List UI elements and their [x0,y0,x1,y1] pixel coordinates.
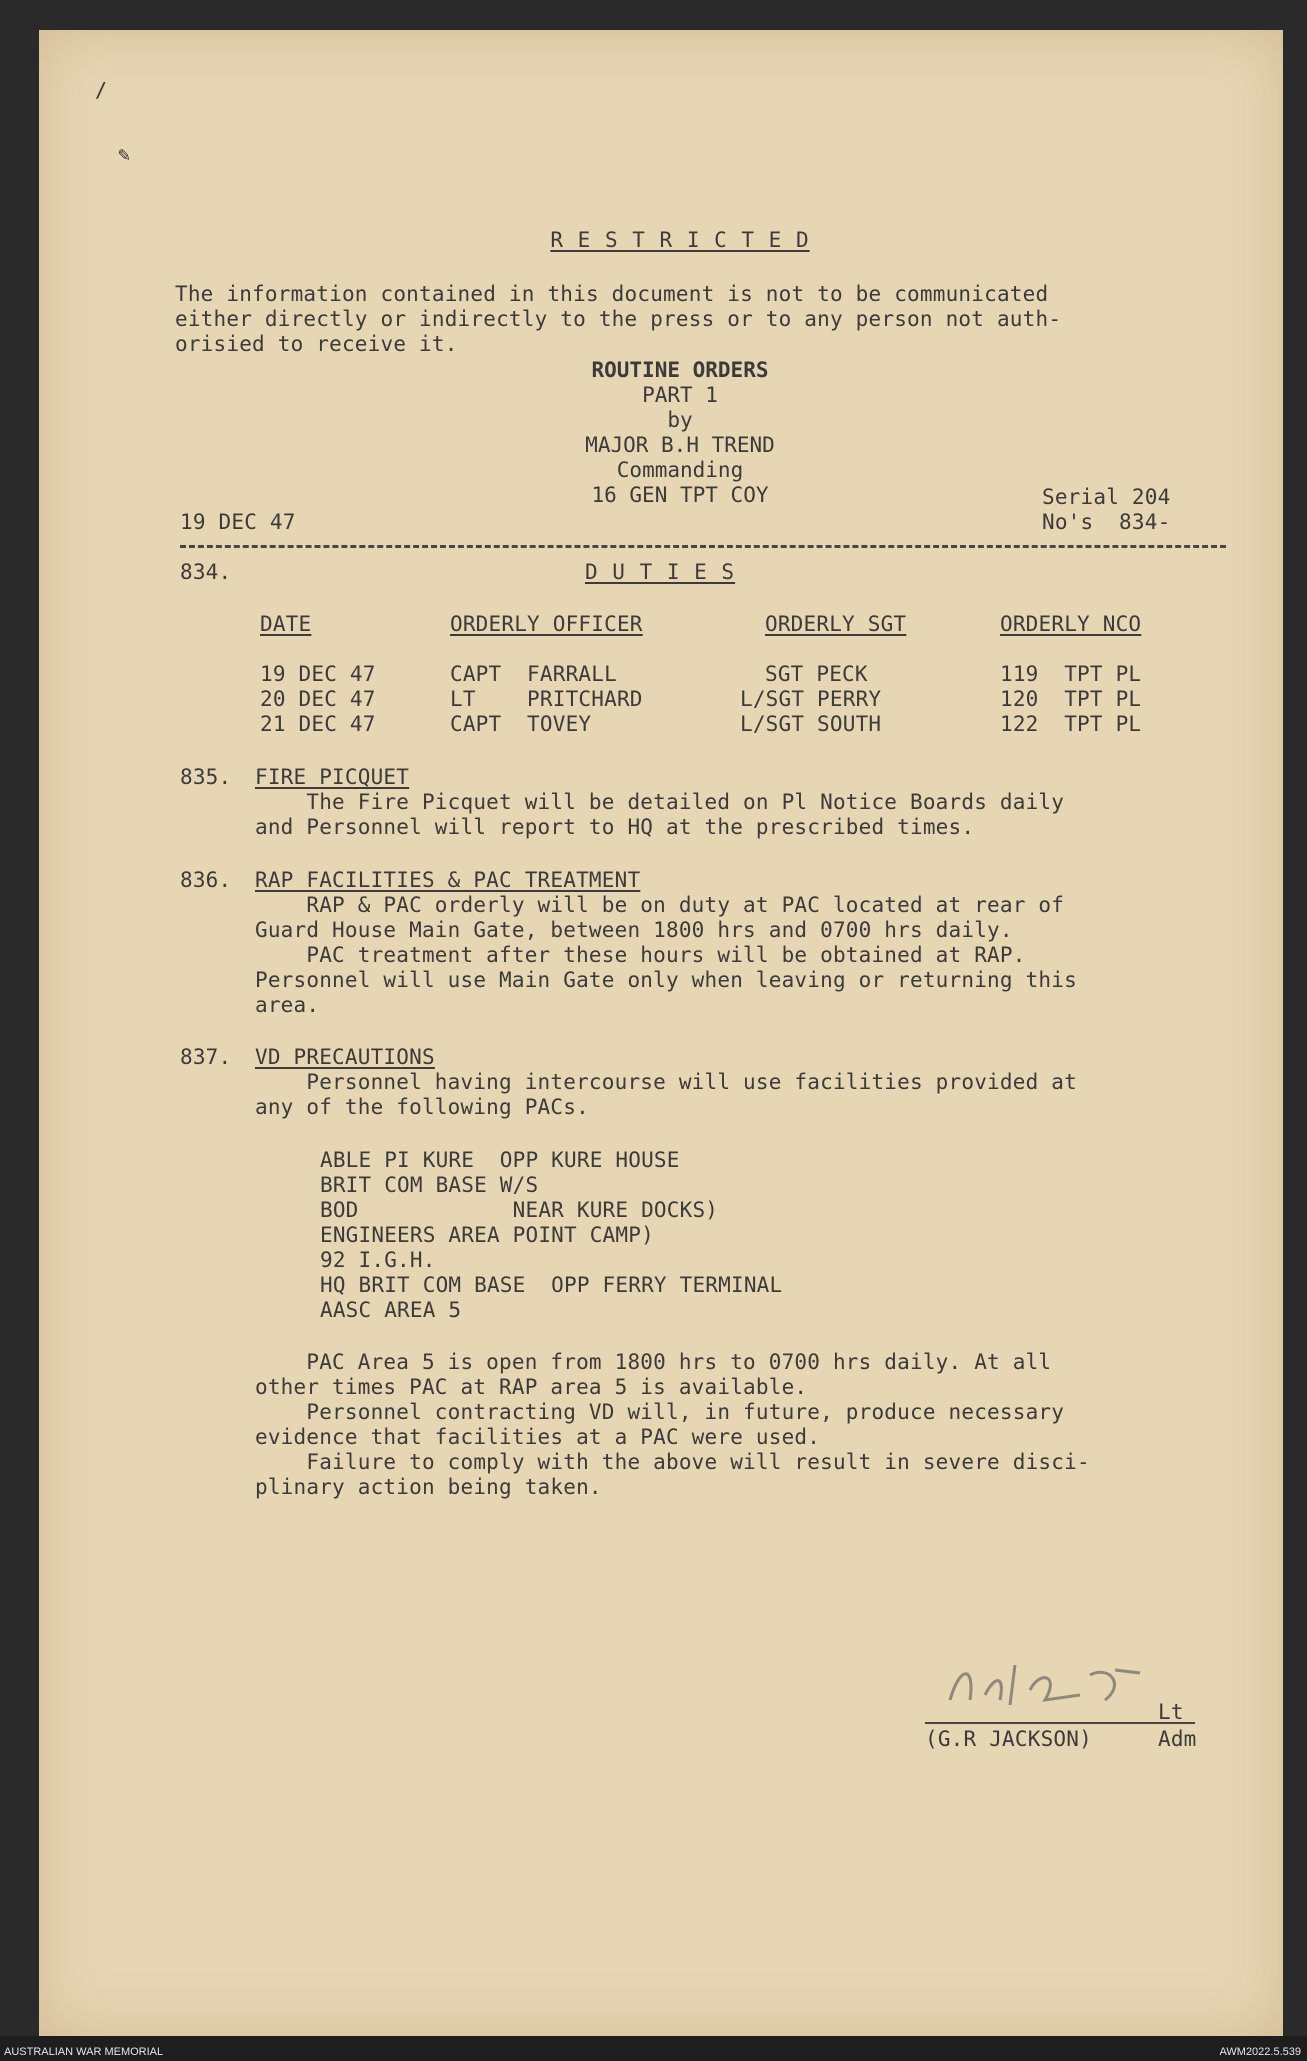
paragraph-line: and Personnel will report to HQ at the prescribed times. [255,815,975,839]
paragraph-line: RAP & PAC orderly will be on duty at PAC located at rear of [255,893,1065,917]
title-line: Commanding [616,458,744,482]
duty-cell: L/SGT SOUTH [740,712,882,736]
title-line: ROUTINE ORDERS [591,358,769,382]
paragraph-line: PAC Area 5 is open from 1800 hrs to 0700 hrs daily. At all [255,1350,1052,1374]
footer-reference: AWM2022.5.539 [1219,2046,1301,2058]
paragraph-line: evidence that facilities at a PAC were used. [255,1425,821,1449]
paragraph-line: Personnel will use Main Gate only when leaving or returning this [255,968,1077,992]
section-heading: VD PRECAUTIONS [255,1045,435,1069]
paragraph-line: Failure to comply with the above will result in severe disci- [255,1450,1090,1474]
section-heading: RAP FACILITIES & PAC TREATMENT [255,868,641,892]
duty-cell: L/SGT PERRY [740,687,882,711]
title-line: 16 GEN TPT COY [591,483,769,507]
ink-mark: ✎ [118,142,131,166]
section-number: 835. [180,765,232,789]
section-number: 836. [180,868,232,892]
paragraph-line: area. [255,993,320,1017]
duty-cell: LT PRITCHARD [450,687,643,711]
pac-location: HQ BRIT COM BASE OPP FERRY TERMINAL [320,1273,783,1297]
section-heading: FIRE PICQUET [255,765,410,789]
signature-rank: Lt [1158,1700,1184,1724]
duty-cell: 20 DEC 47 [260,687,376,711]
title-line: MAJOR B.H TREND [585,433,775,457]
handwritten-signature [940,1645,1170,1725]
column-header-sgt: ORDERLY SGT [765,612,907,636]
notice-line: orisied to receive it. [175,332,458,356]
ink-mark: / [95,78,108,102]
duty-cell: 119 TPT PL [1000,662,1142,686]
section-number: 834. [180,560,232,584]
separator-line [180,545,1226,548]
duties-heading: D U T I E S [585,560,736,584]
signature-role: Adm [1158,1727,1197,1751]
duty-cell: CAPT FARRALL [450,662,617,686]
paragraph-line: plinary action being taken. [255,1475,602,1499]
document-date: 19 DEC 47 [180,510,296,534]
column-header-date: DATE [260,612,312,636]
signature-line [925,1722,1195,1724]
pac-location: BOD NEAR KURE DOCKS) [320,1198,719,1222]
notice-line: The information contained in this document is not to be communicated [175,282,1049,306]
paragraph-line: Personnel contracting VD will, in future, produce necessary [255,1400,1065,1424]
column-header-officer: ORDERLY OFFICER [450,612,643,636]
paragraph-line: Personnel having intercourse will use facilities provided at [255,1070,1077,1094]
section-number: 837. [180,1045,232,1069]
duty-cell: CAPT TOVEY [450,712,592,736]
title-line: PART 1 [642,383,718,407]
duty-cell: SGT PECK [765,662,868,686]
pac-location: 92 I.G.H. [320,1248,436,1272]
pac-location: ABLE PI KURE OPP KURE HOUSE [320,1148,680,1172]
serial-number: Serial 204 [1042,485,1171,509]
paragraph-line: PAC treatment after these hours will be obtained at RAP. [255,943,1026,967]
paragraph-line: The Fire Picquet will be detailed on Pl Notice Boards daily [255,790,1065,814]
paragraph-line: any of the following PACs. [255,1095,589,1119]
paragraph-line: other times PAC at RAP area 5 is available. [255,1375,808,1399]
duty-cell: 120 TPT PL [1000,687,1142,711]
title-line: by [667,408,693,432]
restricted-heading: R E S T R I C T E D [550,228,810,252]
footer-archive-name: AUSTRALIAN WAR MEMORIAL [4,2046,164,2058]
duty-cell: 21 DEC 47 [260,712,376,736]
duty-cell: 122 TPT PL [1000,712,1142,736]
pac-location: AASC AREA 5 [320,1298,462,1322]
footer-bar [0,2036,1307,2061]
notice-line: either directly or indirectly to the press or to any person not auth- [175,307,1062,331]
signature-name: (G.R JACKSON) [925,1727,1092,1751]
pac-location: BRIT COM BASE W/S [320,1173,539,1197]
order-numbers: No's 834- [1042,510,1171,534]
pac-location: ENGINEERS AREA POINT CAMP) [320,1223,654,1247]
paragraph-line: Guard House Main Gate, between 1800 hrs and 0700 hrs daily. [255,918,1013,942]
column-header-nco: ORDERLY NCO [1000,612,1142,636]
duty-cell: 19 DEC 47 [260,662,376,686]
